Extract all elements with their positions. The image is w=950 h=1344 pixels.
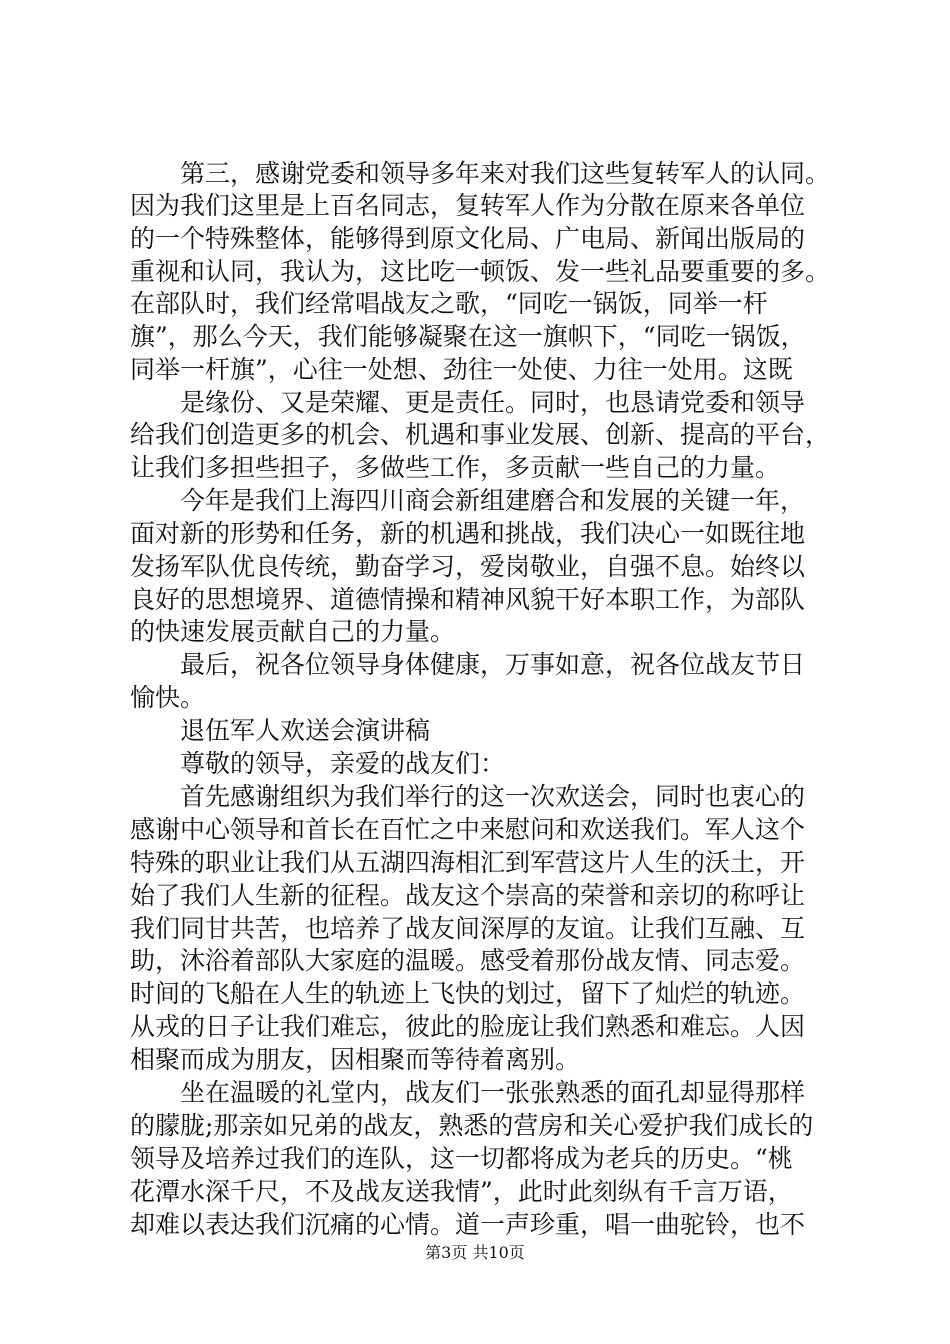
text-line: 旗”，那么今天，我们能够凝聚在这一旗帜下，“同吃一锅饭， [130, 322, 806, 351]
text-line: 感谢中心领导和首长在百忙之中来慰问和欢送我们。军人这个 [130, 815, 806, 844]
text-line: 今年是我们上海四川商会新组建磨合和发展的关键一年， [180, 486, 806, 515]
text-line: 花潭水深千尺，不及战友送我情”，此时此刻纵有千言万语， [130, 1177, 793, 1206]
text-line: 退伍军人欢送会演讲稿 [180, 716, 431, 745]
text-line: 面对新的形势和任务，新的机遇和挑战，我们决心一如既往地 [130, 519, 806, 548]
text-line: 给我们创造更多的机会、机遇和事业发展、创新、提高的平台， [130, 420, 831, 449]
text-line: 是缘份、又是荣耀、更是责任。同时，也恳请党委和领导 [180, 388, 806, 417]
text-line: 特殊的职业让我们从五湖四海相汇到军营这片人生的沃土，开 [130, 848, 806, 877]
text-line: 在部队时，我们经常唱战友之歌，“同吃一锅饭，同举一杆 [130, 289, 768, 318]
text-line: 的快速发展贡献自己的力量。 [130, 617, 456, 646]
text-line: 第三，感谢党委和领导多年来对我们这些复转军人的认同。 [180, 159, 831, 188]
text-line: 重视和认同，我认为，这比吃一顿饭、发一些礼品要重要的多。 [130, 257, 831, 286]
text-line: 时间的飞船在人生的轨迹上飞快的划过，留下了灿烂的轨迹。 [130, 979, 806, 1008]
text-line: 同举一杆旗”，心往一处想、劲往一处使、力往一处用。这既 [130, 355, 793, 384]
text-line: 的一个特殊整体，能够得到原文化局、广电局、新闻出版局的 [130, 224, 806, 253]
text-line: 发扬军队优良传统，勤奋学习，爱岗敬业，自强不息。始终以 [130, 552, 806, 581]
text-line: 始了我们人生新的征程。战友这个崇高的荣誉和亲切的称呼让 [130, 881, 806, 910]
page-footer: 第3页 共10页 [425, 1243, 525, 1262]
text-line: 领导及培养过我们的连队，这一切都将成为老兵的历史。“桃 [130, 1144, 793, 1173]
text-line: 从戎的日子让我们难忘，彼此的脸庞让我们熟悉和难忘。人因 [130, 1012, 806, 1041]
text-line: 良好的思想境界、道德情操和精神风貌干好本职工作，为部队 [130, 585, 806, 614]
text-line: 首先感谢组织为我们举行的这一次欢送会，同时也衷心的 [180, 782, 806, 811]
text-line: 的朦胧;那亲如兄弟的战友，熟悉的营房和关心爱护我们成长的 [130, 1111, 814, 1140]
text-line: 却难以表达我们沉痛的心情。道一声珍重，唱一曲驼铃，也不 [130, 1210, 806, 1239]
text-line: 相聚而成为朋友，因相聚而等待着离别。 [130, 1045, 581, 1074]
text-line: 我们同甘共苦，也培养了战友间深厚的友谊。让我们互融、互 [130, 914, 806, 943]
text-line: 助，沐浴着部队大家庭的温暖。感受着那份战友情、同志爱。 [130, 946, 806, 975]
text-line: 尊敬的领导，亲爱的战友们： [180, 749, 506, 778]
text-line: 坐在温暖的礼堂内，战友们一张张熟悉的面孔却显得那样 [180, 1078, 806, 1107]
text-line: 愉快。 [130, 683, 206, 712]
text-line: 让我们多担些担子，多做些工作，多贡献一些自己的力量。 [130, 453, 781, 482]
text-line: 因为我们这里是上百名同志，复转军人作为分散在原来各单位 [130, 191, 806, 220]
text-line: 最后，祝各位领导身体健康，万事如意，祝各位战友节日 [180, 650, 806, 679]
